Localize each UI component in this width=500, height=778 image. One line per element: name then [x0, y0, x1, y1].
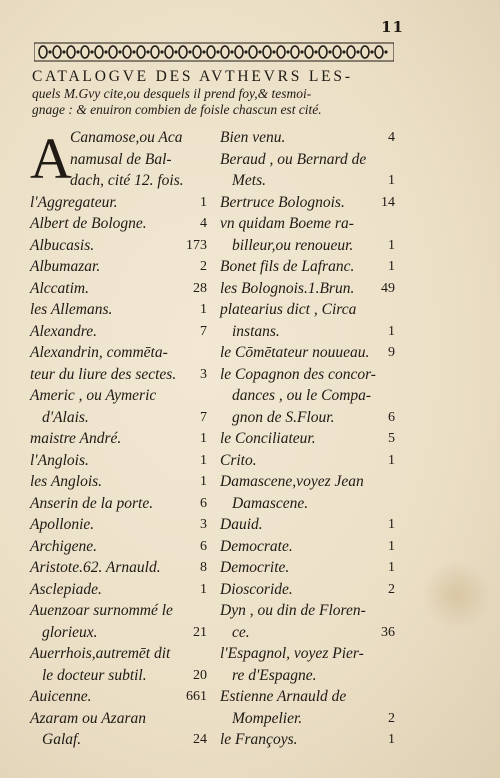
list-item: Aristote.62. Arnauld. 8 — [30, 559, 207, 576]
list-item: Damascene. — [232, 494, 309, 512]
list-item: Dyn , ou din de Floren- — [220, 602, 366, 619]
list-item: Estienne Arnauld de — [220, 688, 347, 705]
list-item: instans. 1 — [232, 322, 395, 340]
catalogue-subtitle — [32, 86, 402, 118]
list-item: Mompelier. 2 — [232, 709, 395, 727]
list-item: re d'Espagne. — [232, 666, 317, 684]
list-item: Alexandre. 7 — [30, 322, 207, 340]
list-item: billeur,ou renoueur. 1 — [232, 236, 395, 254]
subtitle-line: quels M.Gvy cite,ou desquels il prend foy,& tesmoi- — [32, 86, 312, 101]
list-item: Albucasis. 173 — [30, 236, 207, 254]
list-item: dances , ou le Compa- — [232, 387, 372, 404]
subtitle-line: gnage : & enuiron combien de foisle chascun est cité. — [32, 102, 322, 117]
list-item: Democrite. 1 — [220, 559, 395, 576]
list-item: glorieux. 21 — [42, 623, 207, 641]
list-item: Bien venu. 4 — [220, 129, 395, 146]
list-item: Alexandrin, commēta- — [30, 344, 168, 361]
list-item: Canamose,ou Aca — [70, 129, 183, 146]
list-item: platearius dict , Circa — [220, 301, 357, 318]
list-item: Auenzoar surnommé le — [30, 602, 173, 619]
catalogue-title: CATALOGVE DES AVTHEVRS LES- — [32, 68, 353, 85]
list-item: Azaram ou Azaran — [30, 709, 146, 727]
list-item: Albumazar. 2 — [30, 258, 207, 275]
list-item: l'Espagnol, voyez Pier- — [220, 645, 364, 662]
list-item: Asclepiade. 1 — [30, 580, 207, 598]
list-item: le Conciliateur. 5 — [220, 430, 395, 447]
list-item: le Copagnon des concor- — [220, 365, 376, 383]
list-item: Democrate. 1 — [220, 537, 395, 555]
list-item: teur du liure des sectes. 3 — [30, 365, 207, 383]
list-item: le Françoys. 1 — [220, 731, 395, 748]
list-item: l'Aggregateur. 1 — [30, 193, 207, 211]
list-item: Archigene. 6 — [30, 537, 207, 555]
list-item: d'Alais. 7 — [42, 408, 207, 426]
list-item: les Bolognois.1.Brun. 49 — [220, 279, 395, 297]
list-item: maistre André. 1 — [30, 430, 207, 447]
list-item: le docteur subtil. 20 — [42, 666, 207, 684]
list-item: Alccatim. 28 — [30, 279, 207, 297]
list-item: namusal de Bal- — [70, 150, 172, 168]
list-item: Galaf. 24 — [42, 731, 207, 748]
list-item: Americ , ou Aymeric — [30, 387, 157, 404]
list-item: Albert de Bologne. 4 — [30, 215, 207, 232]
list-item: vn quidam Boeme ra- — [220, 215, 354, 232]
list-item: Bonet fils de Lafranc. 1 — [220, 258, 395, 275]
drop-cap: A — [30, 126, 72, 191]
list-item: ce. 36 — [232, 623, 395, 641]
page-number: 11 — [381, 18, 404, 36]
list-item: Damascene,voyez Jean — [220, 473, 364, 490]
right-column — [220, 127, 395, 751]
list-item: Apollonie. 3 — [30, 516, 207, 533]
list-item: Auicenne. 661 — [30, 688, 207, 705]
list-item: Beraud , ou Bernard de — [220, 150, 367, 168]
list-item: Dauid. 1 — [220, 516, 395, 533]
list-item: Auerrhois,autremēt dit — [30, 645, 171, 662]
list-item: le Cōmētateur nouueau. 9 — [220, 344, 395, 361]
list-item: Mets. 1 — [232, 172, 395, 189]
paper-stain — [422, 560, 492, 630]
list-item: dach, cité 12. fois. — [70, 172, 184, 189]
list-item: Bertruce Bolognois. 14 — [220, 193, 395, 211]
list-item: Anserin de la porte. 6 — [30, 494, 207, 512]
list-item: Crito. 1 — [220, 451, 395, 469]
list-item: les Anglois. 1 — [30, 473, 207, 490]
list-item: gnon de S.Flour. 6 — [232, 408, 395, 426]
list-item: Dioscoride. 2 — [220, 580, 395, 598]
left-column — [30, 127, 207, 751]
list-item: les Allemans. 1 — [30, 301, 207, 318]
list-item: l'Anglois. 1 — [30, 451, 207, 469]
decorative-border-ornament — [34, 41, 394, 63]
